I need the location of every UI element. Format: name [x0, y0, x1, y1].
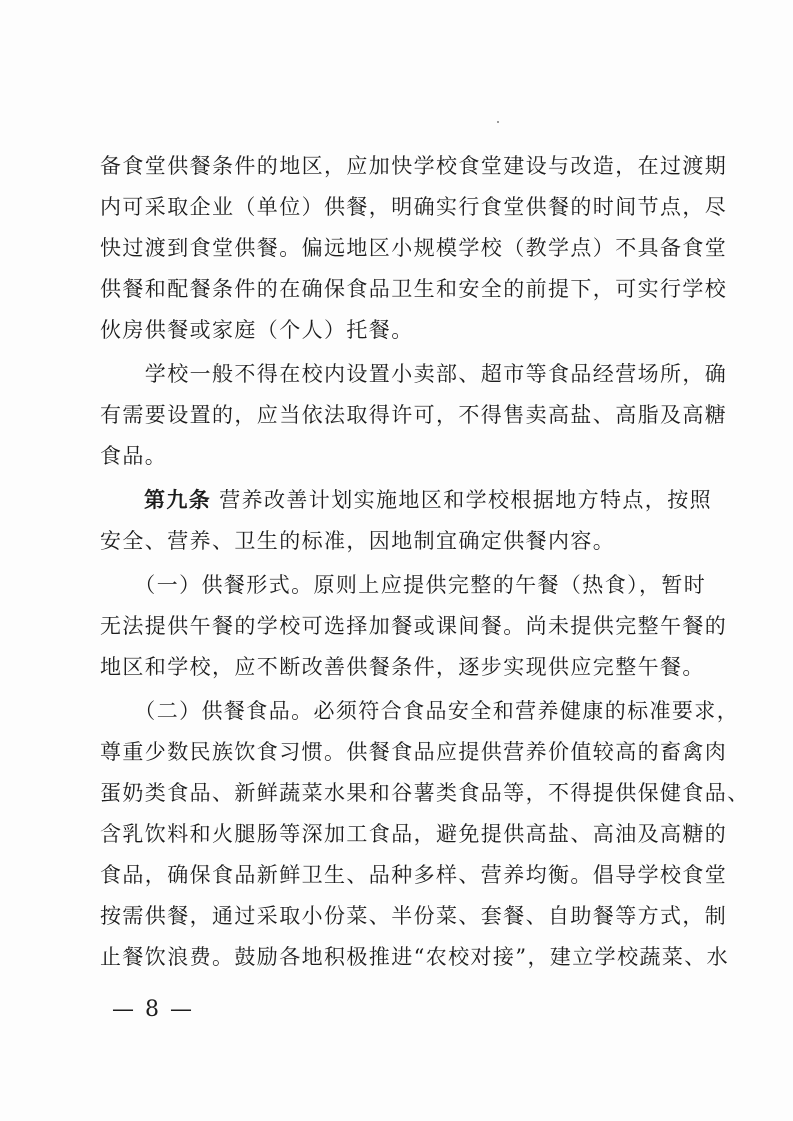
text-line: 安全、营养、卫生的标准，因地制宜确定供餐内容。 — [100, 529, 616, 553]
text-line: 快过渡到食堂供餐。偏远地区小规模学校（教学点）不具备食堂 — [100, 236, 728, 260]
text-line: 食品，确保食品新鲜卫生、品种多样、营养均衡。倡导学校食堂 — [100, 863, 728, 887]
text-line: 尊重少数民族饮食习惯。供餐食品应提供营养价值较高的畜禽肉 — [100, 740, 728, 764]
text-line: 食品。 — [100, 444, 168, 468]
text-line: （一）供餐形式。原则上应提供完整的午餐（热食），暂时 — [100, 573, 707, 597]
article-heading: 第九条 — [144, 487, 212, 512]
scan-speck — [497, 121, 499, 123]
text-line: 含乳饮料和火腿肠等深加工食品，避免提供高盐、高油及高糖的 — [100, 822, 728, 846]
text-line: 止餐饮浪费。鼓励各地积极推进“农校对接”，建立学校蔬菜、水 — [100, 945, 730, 969]
article-text: 营养改善计划实施地区和学校根据地方特点，按照 — [219, 488, 713, 512]
text-line: 伙房供餐或家庭（个人）托餐。 — [100, 318, 414, 342]
article-line — [100, 484, 713, 516]
text-line: 备食堂供餐条件的地区，应加快学校食堂建设与改造，在过渡期 — [100, 154, 728, 178]
text-line: 蛋奶类食品、新鲜蔬菜水果和谷薯类食品等，不得提供保健食品、 — [100, 781, 750, 805]
text-line: 无法提供午餐的学校可选择加餐或课间餐。尚未提供完整午餐的 — [100, 614, 728, 638]
text-line: 内可采取企业（单位）供餐，明确实行食堂供餐的时间节点，尽 — [100, 195, 728, 219]
text-line: 学校一般不得在校内设置小卖部、超市等食品经营场所，确 — [100, 362, 728, 386]
text-line: 地区和学校，应不断改善供餐条件，逐步实现供应完整午餐。 — [100, 655, 705, 679]
text-line: 有需要设置的，应当依法取得许可，不得售卖高盐、高脂及高糖 — [100, 403, 728, 427]
text-line: 供餐和配餐条件的在确保食品卫生和安全的前提下，可实行学校 — [100, 277, 728, 301]
text-line: （二）供餐食品。必须符合食品安全和营养健康的标准要求， — [100, 699, 740, 723]
text-line: 按需供餐，通过采取小份菜、半份菜、套餐、自助餐等方式，制 — [100, 904, 728, 928]
page-number: — 8 — — [112, 997, 194, 1022]
